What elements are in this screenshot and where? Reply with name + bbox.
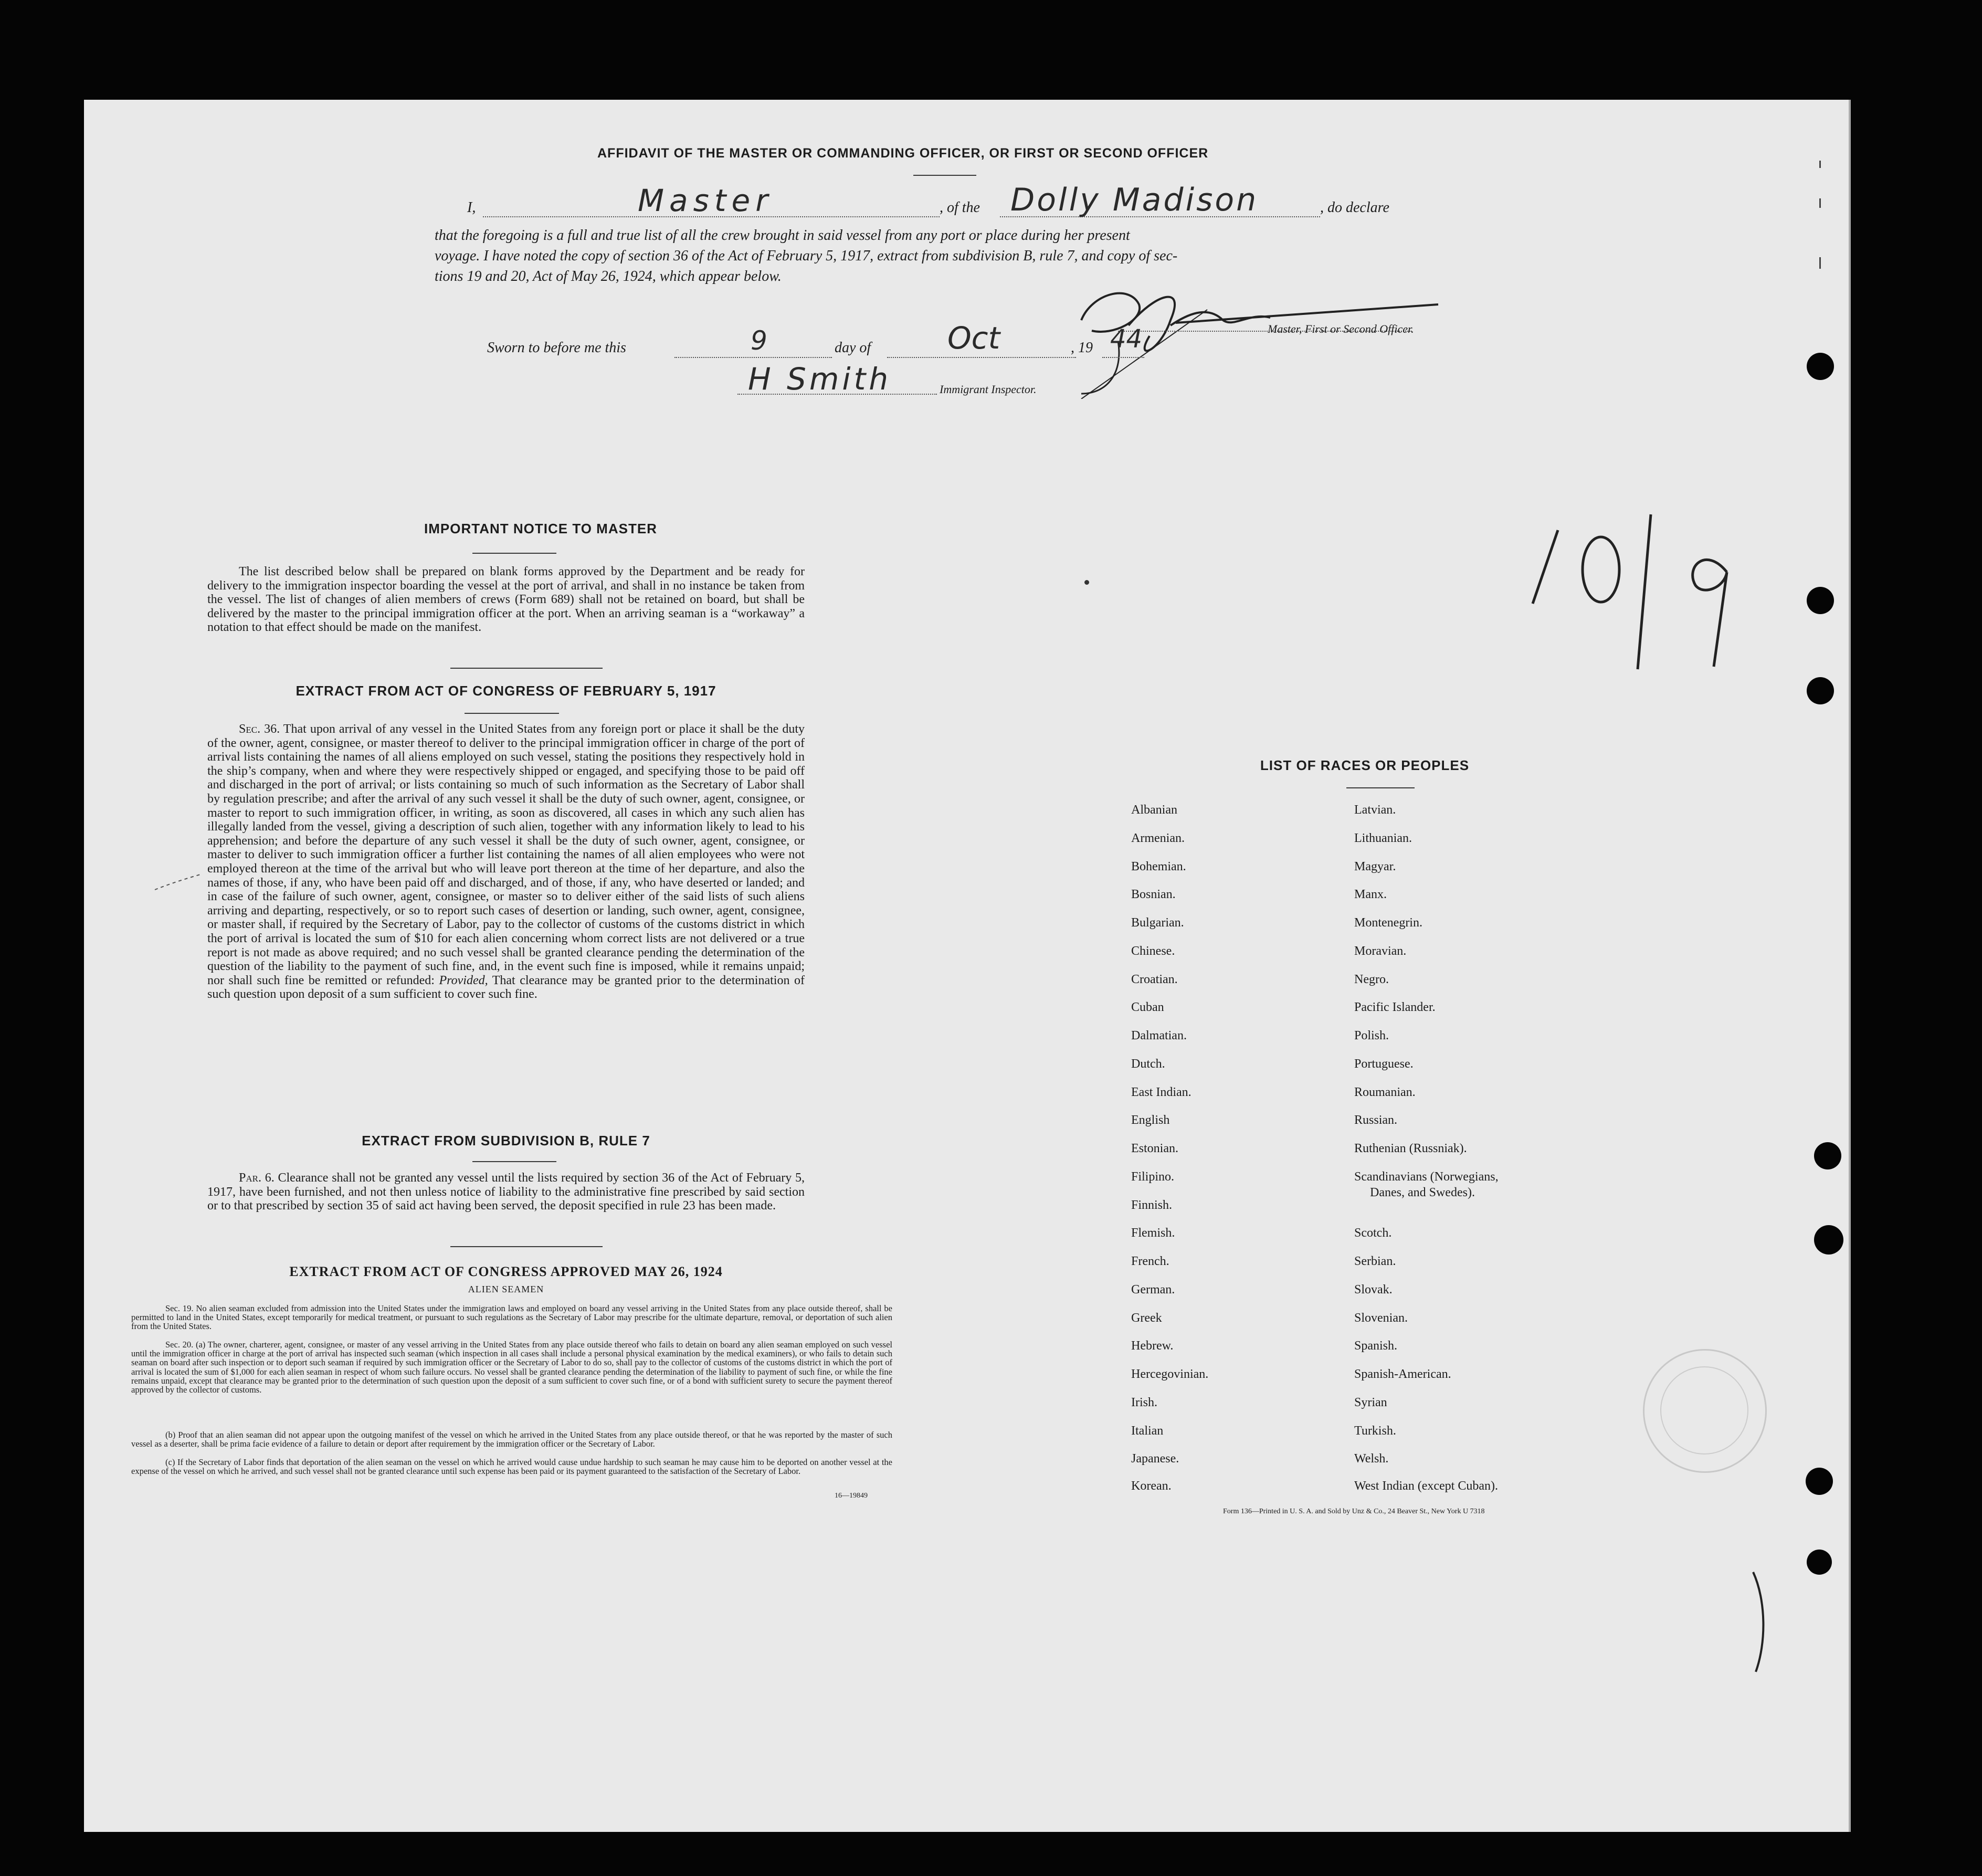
race-item-left: East Indian. bbox=[1131, 1085, 1192, 1099]
sworn-label: Sworn to before me this bbox=[487, 340, 626, 356]
race-item-right: Serbian. bbox=[1354, 1255, 1396, 1268]
vessel-handwritten: Dolly Madison bbox=[1010, 182, 1259, 218]
binder-hole bbox=[1814, 1142, 1841, 1169]
extract-1917-title: EXTRACT FROM ACT OF CONGRESS OF FEBRUARY 5, 1917 bbox=[296, 683, 716, 699]
race-item-left: Hebrew. bbox=[1131, 1339, 1174, 1353]
divider bbox=[913, 175, 976, 176]
race-item-right: Scandinavians (Norwegians, bbox=[1354, 1170, 1499, 1184]
race-item-right: Negro. bbox=[1354, 973, 1389, 986]
affidavit-title: AFFIDAVIT OF THE MASTER OR COMMANDING OFFICER, OR FIRST OR SECOND OFFICER bbox=[597, 146, 1209, 161]
section-36-text bbox=[207, 722, 805, 1002]
alien-seamen-subtitle: ALIEN SEAMEN bbox=[468, 1284, 544, 1294]
race-item-right: Spanish-American. bbox=[1354, 1367, 1451, 1381]
race-item-left: Korean. bbox=[1131, 1479, 1172, 1493]
form-footer: Form 136—Printed in U. S. A. and Sold by Unz & Co., 24 Beaver St., New York U 7318 bbox=[1223, 1508, 1485, 1515]
sworn-month: Oct bbox=[947, 320, 1000, 356]
race-item-left: Croatian. bbox=[1131, 973, 1178, 986]
year-prefix: , 19 bbox=[1071, 340, 1093, 356]
race-item-right: Montenegrin. bbox=[1354, 916, 1422, 930]
race-item-right: Slovenian. bbox=[1354, 1311, 1408, 1325]
race-item-left: Estonian. bbox=[1131, 1142, 1178, 1155]
edge-mark bbox=[1819, 257, 1821, 269]
binder-hole bbox=[1806, 1468, 1833, 1495]
race-item-right: Danes, and Swedes). bbox=[1370, 1186, 1475, 1199]
race-item-left: Italian bbox=[1131, 1424, 1164, 1438]
divider bbox=[450, 1246, 603, 1247]
divider bbox=[450, 668, 603, 669]
paragraph-6-body: Clearance shall not be granted any vessel until the lists required by section 36 of the Act of February 5, 1917, have been furnished, and not then unless notice of liability to the administrative fine prescribed by said section or to that prescribed by section 35 of said act having been served, the deposit specified in rule 23 has been made. bbox=[207, 1171, 805, 1213]
race-item-left: Bohemian. bbox=[1131, 860, 1186, 873]
section-20a-text: Sec. 20. (a) The owner, charterer, agent, consignee, or master of any vessel arriving in the United States from any place outside thereof who fails to detain on board any alien seaman employed on such vessel until the immigration officer in charge at the port of arrival has inspected such seaman (which inspection in all cases shall include a personal physical examination by the medical examiners), or who fails to detain such seaman on board after such inspection or to deport such seaman if required by such immigration officer or the Secretary of Labor to do so, shall pay to the collector of customs of the customs district in which the port of arrival is located the sum of $1,000 for each alien seaman in respect of whom such failure occurs. No vessel shall be granted clearance pending the determination of the liability to payment of such fine, or while the fine remains unpaid, except that clearance may be granted prior to the determination of such question upon the deposit of a sum sufficient to cover such fine, or of a bond with sufficient surety to secure the payment thereof approved by the collector of customs. bbox=[131, 1340, 892, 1395]
affidavit-line-3: voyage. I have noted the copy of section 36 of the Act of February 5, 1917, extract from subdivision B, rule 7, and copy of sec- bbox=[435, 248, 1178, 264]
faint-seal-inner bbox=[1660, 1366, 1748, 1455]
race-item-right: Spanish. bbox=[1354, 1339, 1398, 1353]
race-item-right: Roumanian. bbox=[1354, 1085, 1416, 1099]
pencil-mark bbox=[152, 871, 205, 892]
print-code: 16—19849 bbox=[835, 1492, 868, 1500]
month-line bbox=[887, 357, 1076, 358]
race-item-left: Armenian. bbox=[1131, 831, 1185, 845]
race-item-left: Dutch. bbox=[1131, 1057, 1165, 1071]
ink-dot bbox=[1084, 580, 1089, 585]
day-line bbox=[674, 357, 832, 358]
binder-hole bbox=[1807, 353, 1834, 380]
race-item-right: Pacific Islander. bbox=[1354, 1000, 1436, 1014]
race-item-right: Syrian bbox=[1354, 1396, 1387, 1409]
section-20c-text: (c) If the Secretary of Labor finds that deportation of the alien seaman on the vessel on which he arrived would cause undue hardship to such seaman he may cause him to be deported on another vessel at the expense of the vessel on which he arrived, and such vessel shall not be granted clearance until such expense has been paid or its payment guaranteed to the satisfaction of the Secretary of Labor. bbox=[131, 1457, 892, 1477]
extract-1924-title: EXTRACT FROM ACT OF CONGRESS APPROVED MAY 26, 1924 bbox=[289, 1264, 723, 1279]
divider bbox=[472, 1161, 556, 1162]
race-item-left: Bosnian. bbox=[1131, 888, 1176, 901]
edge-mark bbox=[1819, 198, 1821, 208]
race-item-left: Albanian bbox=[1131, 803, 1177, 817]
race-item-right: Slovak. bbox=[1354, 1283, 1393, 1297]
race-item-right: Polish. bbox=[1354, 1029, 1389, 1042]
notice-title: IMPORTANT NOTICE TO MASTER bbox=[424, 521, 657, 536]
provided-label: Provided, bbox=[439, 973, 488, 987]
race-item-left: Cuban bbox=[1131, 1000, 1164, 1014]
section-36-label: Sec. 36. bbox=[239, 722, 280, 736]
race-item-left: Chinese. bbox=[1131, 944, 1175, 958]
sworn-day: 9 bbox=[751, 325, 767, 356]
race-item-right: Manx. bbox=[1354, 888, 1387, 901]
affidavit-line-2: that the foregoing is a full and true list of all the crew brought in said vessel from any port or place during her present bbox=[435, 227, 1130, 244]
race-item-left: Hercegovinian. bbox=[1131, 1367, 1209, 1381]
race-item-right: Scotch. bbox=[1354, 1226, 1392, 1240]
inspector-line bbox=[737, 394, 937, 395]
signature-caption: Master, First or Second Officer. bbox=[1268, 322, 1414, 335]
inspector-signature: H Smith bbox=[748, 361, 891, 397]
pencil-bracket bbox=[1743, 1569, 1774, 1674]
section-20b-text: (b) Proof that an alien seaman did not appear upon the outgoing manifest of the vessel on which he arrived in the United States from any place outside thereof, or that he was reported by the master of such vessel as a deserter, shall be prima facie evidence of a failure to detain or deport after requirement by the immigration officer or the Secretary of Labor. bbox=[131, 1430, 892, 1449]
race-item-left: German. bbox=[1131, 1283, 1175, 1297]
day-of-label: day of bbox=[835, 340, 871, 356]
race-item-right: Magyar. bbox=[1354, 860, 1396, 873]
race-item-right: Ruthenian (Russniak). bbox=[1354, 1142, 1467, 1155]
race-item-right: Latvian. bbox=[1354, 803, 1396, 817]
races-title: LIST OF RACES OR PEOPLES bbox=[1260, 757, 1470, 773]
paragraph-6-label: Par. 6. bbox=[239, 1171, 275, 1185]
binder-hole bbox=[1814, 1225, 1843, 1255]
section-19-text: Sec. 19. No alien seaman excluded from admission into the United States under the immigration laws and employed on board any vessel arriving in the United States from any place outside thereof, shall be permitted to land in the United States, except temporarily for medical treatment, or pursuant to such regulations as the Secretary of Labor may prescribe for the ultimate departure, removal, or deportation of such alien from the United States. bbox=[131, 1303, 892, 1332]
race-item-left: Greek bbox=[1131, 1311, 1162, 1325]
binder-hole bbox=[1807, 1550, 1832, 1575]
inspector-caption: Immigrant Inspector. bbox=[940, 383, 1037, 396]
paragraph-6-text bbox=[207, 1171, 805, 1213]
year-suffix: 44 bbox=[1110, 324, 1143, 354]
section-36-end: That clearance may be granted prior to the determination of such question upon deposit of a sum sufficient to cover such fine. bbox=[207, 973, 805, 1002]
race-item-left: Filipino. bbox=[1131, 1170, 1175, 1184]
race-item-left: Japanese. bbox=[1131, 1452, 1179, 1466]
race-item-left: Irish. bbox=[1131, 1396, 1157, 1409]
race-item-right: Moravian. bbox=[1354, 944, 1407, 958]
race-item-right: Portuguese. bbox=[1354, 1057, 1414, 1071]
subdivision-b-title: EXTRACT FROM SUBDIVISION B, RULE 7 bbox=[362, 1133, 650, 1148]
declare-label: , do declare bbox=[1320, 199, 1389, 216]
race-item-left: Dalmatian. bbox=[1131, 1029, 1187, 1042]
divider bbox=[465, 713, 559, 714]
of-the-label: , of the bbox=[940, 199, 980, 216]
race-item-right: Welsh. bbox=[1354, 1452, 1389, 1466]
race-item-right: Lithuanian. bbox=[1354, 831, 1412, 845]
binder-hole bbox=[1807, 677, 1834, 704]
affidavit-line-4: tions 19 and 20, Act of May 26, 1924, which appear below. bbox=[435, 268, 782, 284]
handwritten-note-10-9 bbox=[1522, 509, 1764, 682]
race-item-left: Flemish. bbox=[1131, 1226, 1175, 1240]
divider bbox=[472, 553, 556, 554]
edge-mark bbox=[1819, 161, 1821, 168]
faint-seal bbox=[1643, 1349, 1767, 1473]
year-line bbox=[1102, 357, 1144, 358]
race-item-right: West Indian (except Cuban). bbox=[1354, 1479, 1498, 1493]
i-label: I, bbox=[467, 199, 476, 216]
race-item-left: Finnish. bbox=[1131, 1198, 1173, 1212]
race-item-left: Bulgarian. bbox=[1131, 916, 1184, 930]
section-36-body: That upon arrival of any vessel in the United States from any foreign port or place it shall be the duty of the owner, agent, consignee, or master thereof to deliver to the principal immigration officer in charge of the port of arrival lists containing the names of all aliens employed on such vessel, stating the positions they respectively hold in the ship’s company, when and where they were respectively shipped or engaged, and specifying those to be paid off and discharged in the port of arrival; or lists containing so much of such information as the Secretary of Labor shall by regulation prescribe; and after the arrival of any such vessel it shall be the duty of such owner, agent, consignee, or master to report to such immigration officer, in writing, as soon as discovered, all cases in which any such alien has illegally landed from the vessel, giving a description of such alien, together with any information likely to lead to his apprehension; and before the departure of any such vessel it shall be the duty of such owner, agent, consignee, or master to deliver to such immigration officer a further list containing the names of all alien employees who were not employed thereon at the time of the arrival but who will leave port thereon at the time of her departure, and also the names of those, if any, who have been paid off and discharged, and of those, if any, who have deserted or landed; and in case of the failure of such owner, agent, consignee, or master so to deliver either of the said lists of such aliens arriving and departing, respectively, or so to report such cases of desertion or landing, such owner, agent, consignee, or master shall, if required by the Secretary of Labor, pay to the collector of customs of the customs district in which the port of arrival is located the sum of $10 for each alien concerning whom correct lists are not delivered or a true report is not made as above required; and no such vessel shall be granted clearance pending the determination of the question of the liability to the payment of such fine, and, in the event such fine is imposed, while it remains unpaid; nor shall such fine be remitted or refunded: bbox=[207, 722, 805, 987]
rank-handwritten: Master bbox=[638, 183, 774, 218]
binder-hole bbox=[1807, 587, 1834, 614]
race-item-right: Turkish. bbox=[1354, 1424, 1396, 1438]
race-item-left: English bbox=[1131, 1113, 1170, 1127]
race-item-right: Russian. bbox=[1354, 1113, 1398, 1127]
race-item-left: French. bbox=[1131, 1255, 1169, 1268]
divider bbox=[1346, 787, 1415, 788]
notice-text: The list described below shall be prepared on blank forms approved by the Department and be ready for delivery to the immigration inspector boarding the vessel at the port of arrival, and shall in no instance be taken from the vessel. The list of changes of alien members of crews (Form 689) shall not be retained on board, but shall be delivered by the master to the principal immigration officer at the port. When an arriving seaman is a “workaway” a notation to that effect should be made on the manifest. bbox=[207, 565, 805, 635]
